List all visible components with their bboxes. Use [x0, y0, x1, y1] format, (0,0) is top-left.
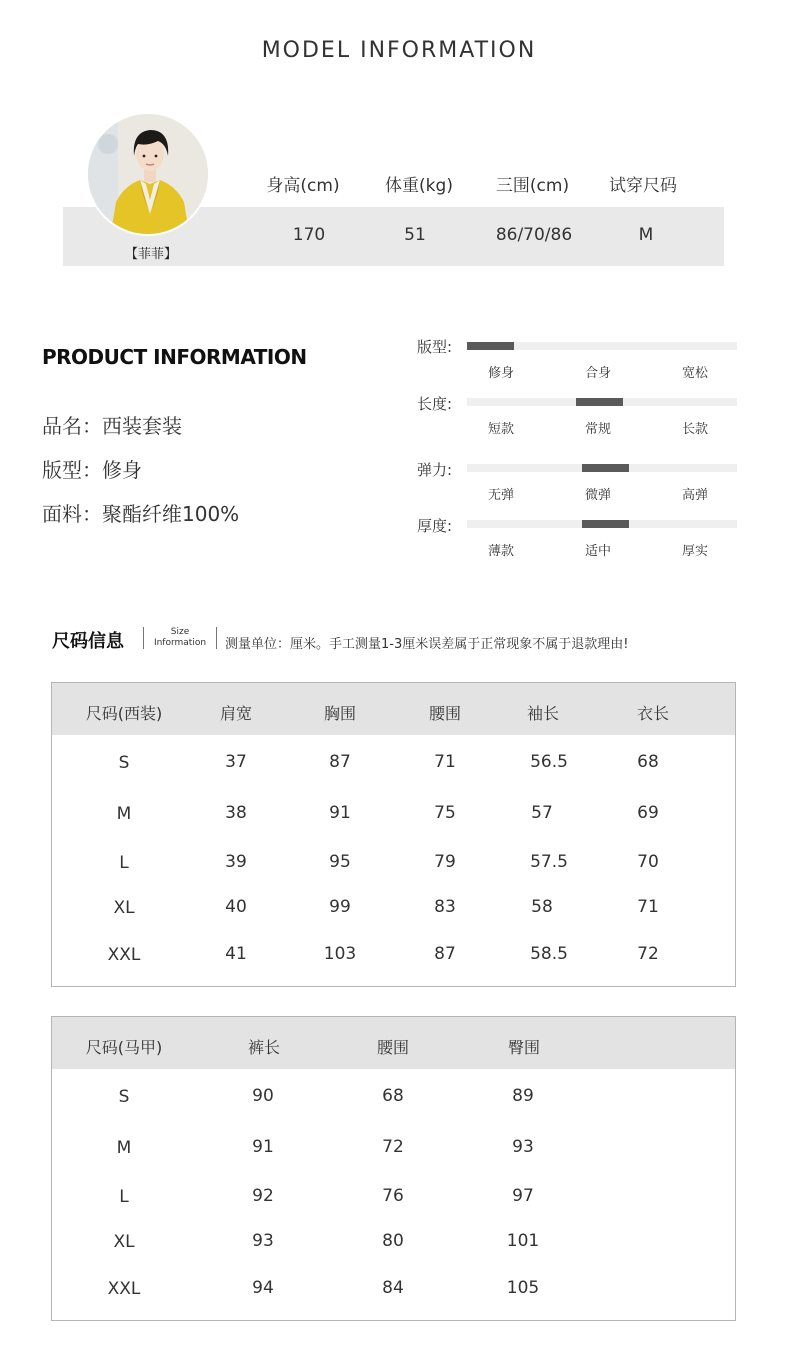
- fit-option-loose: 宽松: [682, 366, 709, 381]
- fit-indicator: [467, 342, 514, 350]
- elasticity-option-none: 无弹: [488, 488, 515, 503]
- length-scale: [467, 398, 737, 406]
- cell: 71: [434, 752, 456, 772]
- elasticity-scale: [467, 464, 737, 472]
- cell: 87: [434, 944, 456, 964]
- cell: 93: [512, 1137, 534, 1157]
- cell: 38: [225, 803, 247, 823]
- cell: 80: [382, 1231, 404, 1251]
- cell: XXL: [107, 945, 141, 965]
- cell: 58: [531, 897, 553, 917]
- cell: 72: [637, 944, 659, 964]
- cell: 37: [225, 752, 247, 772]
- header-waist: 腰围: [428, 704, 461, 723]
- header-shoulder: 肩宽: [219, 704, 252, 723]
- note-divider: [216, 627, 217, 649]
- cell: 92: [252, 1186, 274, 1206]
- length-option-short: 短款: [488, 422, 515, 437]
- cell: 68: [637, 752, 659, 772]
- elasticity-indicator: [582, 464, 629, 472]
- trial-size-value: M: [638, 225, 654, 245]
- length-option-regular: 常规: [585, 422, 612, 437]
- cell: 83: [434, 897, 456, 917]
- header-length: 衣长: [636, 704, 669, 723]
- cell: 71: [637, 897, 659, 917]
- thickness-label: 厚度:: [417, 517, 453, 535]
- header-sleeve: 袖长: [526, 704, 559, 723]
- cell: 68: [382, 1086, 404, 1106]
- thickness-option-thick: 厚实: [682, 544, 709, 559]
- cell: 90: [252, 1086, 274, 1106]
- height-value: 170: [292, 225, 326, 245]
- cell: 95: [329, 852, 351, 872]
- cell: 39: [225, 852, 247, 872]
- cell: 87: [329, 752, 351, 772]
- cell: 91: [252, 1137, 274, 1157]
- thickness-option-thin: 薄款: [488, 544, 515, 559]
- subtitle-line-size: Size: [170, 627, 190, 637]
- cell: M: [116, 1138, 132, 1158]
- model-avatar: [86, 112, 210, 236]
- vest-size-table: [51, 1016, 736, 1321]
- model-information-title: MODEL INFORMATION: [261, 38, 537, 63]
- model-name: 【菲菲】: [124, 247, 177, 262]
- header-pants-length: 裤长: [247, 1038, 280, 1057]
- cell: L: [119, 853, 129, 873]
- cell: 56.5: [530, 752, 568, 772]
- cell: 75: [434, 803, 456, 823]
- title-divider: [143, 627, 144, 649]
- length-indicator: [576, 398, 623, 406]
- fit-option-regular: 合身: [585, 366, 612, 381]
- header-hip: 臀围: [507, 1038, 540, 1057]
- measurements-header: 三围(cm): [495, 176, 570, 196]
- cell: 103: [323, 944, 357, 964]
- elasticity-option-high: 高弹: [682, 488, 709, 503]
- cell: XL: [113, 898, 135, 918]
- cell: 84: [382, 1278, 404, 1298]
- fit-option-slim: 修身: [488, 366, 515, 381]
- header-size-suit: 尺码(西装): [85, 704, 163, 723]
- cell: S: [118, 753, 130, 773]
- cell: 97: [512, 1186, 534, 1206]
- product-fabric-line: 面料：聚酯纤维100%: [42, 502, 240, 526]
- cell: 72: [382, 1137, 404, 1157]
- product-name-line: 品名：西装套装: [42, 414, 182, 438]
- cell: 89: [512, 1086, 534, 1106]
- cell: 57.5: [530, 852, 568, 872]
- cell: L: [119, 1187, 129, 1207]
- fit-scale: [467, 342, 737, 350]
- cell: 76: [382, 1186, 404, 1206]
- cell: 69: [637, 803, 659, 823]
- cell: 94: [252, 1278, 274, 1298]
- size-information-title: 尺码信息: [52, 631, 124, 652]
- thickness-option-medium: 适中: [585, 544, 612, 559]
- elasticity-label: 弹力:: [417, 461, 453, 479]
- thickness-scale: [467, 520, 737, 528]
- cell: 79: [434, 852, 456, 872]
- cell: 70: [637, 852, 659, 872]
- subtitle-line-information: Information: [153, 638, 207, 648]
- length-label: 长度:: [417, 395, 453, 413]
- suit-size-table: [51, 682, 736, 987]
- header-waist-vest: 腰围: [376, 1038, 409, 1057]
- cell: XL: [113, 1232, 135, 1252]
- cell: 57: [531, 803, 553, 823]
- cell: 91: [329, 803, 351, 823]
- size-information-subtitle: [151, 627, 209, 649]
- cell: S: [118, 1087, 130, 1107]
- header-size-vest: 尺码(马甲): [85, 1038, 163, 1057]
- suit-table-header: [52, 683, 735, 735]
- cell: 41: [225, 944, 247, 964]
- cell: 101: [506, 1231, 540, 1251]
- header-chest: 胸围: [323, 704, 356, 723]
- cell: M: [116, 804, 132, 824]
- fit-label: 版型:: [417, 338, 453, 356]
- thickness-indicator: [582, 520, 629, 528]
- product-information-title: PRODUCT INFORMATION: [42, 345, 307, 369]
- cell: 105: [506, 1278, 540, 1298]
- model-photo-illustration: [88, 114, 210, 236]
- trial-size-header: 试穿尺码: [609, 176, 677, 196]
- elasticity-option-slight: 微弹: [585, 488, 612, 503]
- product-fit-line: 版型：修身: [42, 458, 142, 482]
- length-option-long: 长款: [682, 422, 709, 437]
- measurements-value: 86/70/86: [495, 225, 573, 245]
- cell: 40: [225, 897, 247, 917]
- height-header: 身高(cm): [266, 176, 340, 196]
- cell: 93: [252, 1231, 274, 1251]
- measurement-note: 测量单位：厘米。手工测量1-3厘米误差属于正常现象不属于退款理由!: [225, 637, 629, 652]
- vest-table-header: [52, 1017, 735, 1069]
- cell: 99: [329, 897, 351, 917]
- cell: 58.5: [530, 944, 568, 964]
- weight-header: 体重(kg): [385, 176, 453, 196]
- weight-value: 51: [404, 225, 426, 245]
- cell: XXL: [107, 1279, 141, 1299]
